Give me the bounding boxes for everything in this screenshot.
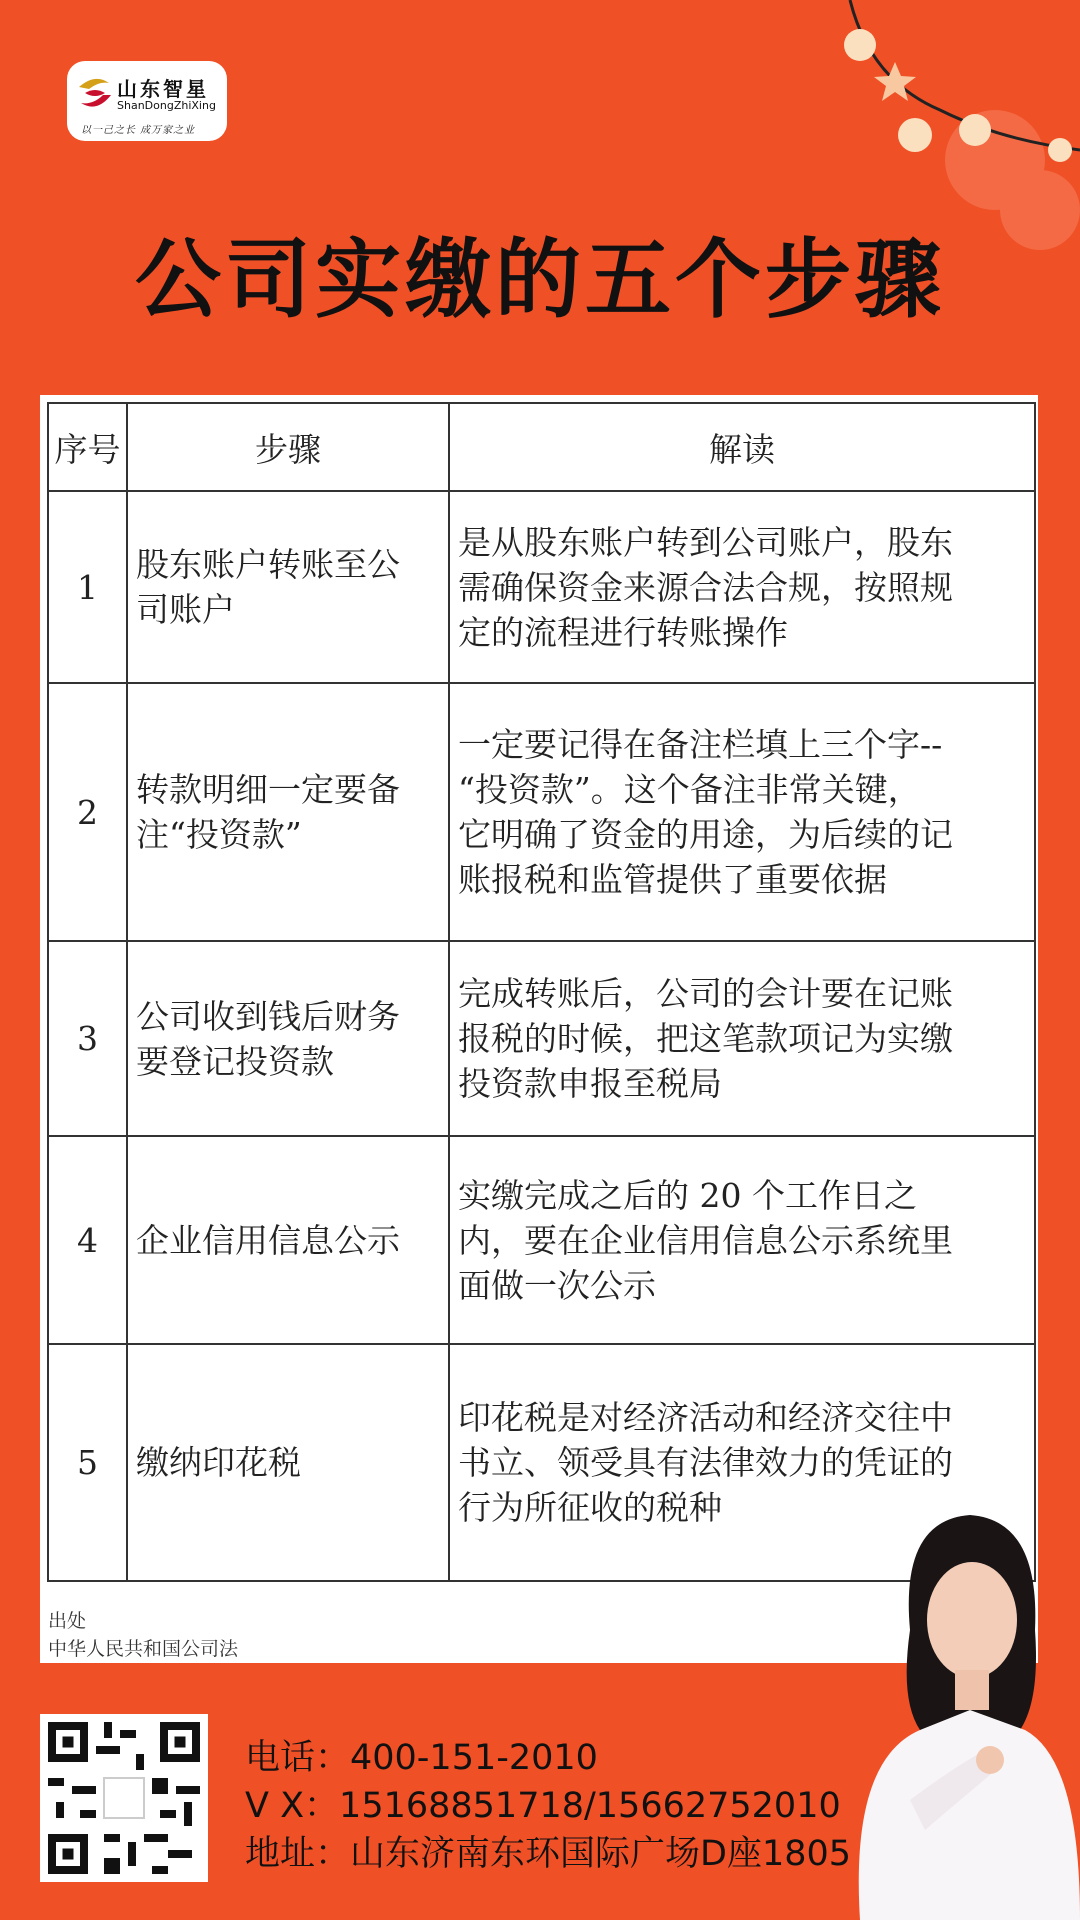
logo-text-cn: 山东智星 [117,77,209,101]
presenter-photo [850,1500,1080,1920]
steps-table [47,402,1036,1582]
desc-line: 书立、领受具有法律效力的凭证的 [458,1443,953,1482]
step-line: 公司收到钱后财务 [136,996,400,1036]
desc-line: 是从股东账户转到公司账户，股东 [458,522,953,562]
desc-line: 它明确了资金的用途，为后续的记 [458,815,953,854]
page-title: 公司实缴的五个步骤 [135,230,945,330]
desc-line: 投资款申报至税局 [458,1064,722,1103]
step-line: 股东账户转账至公 [136,545,400,584]
contact-address: 地址：山东济南东环国际广场D座1805 [245,1834,852,1874]
desc-line: 内，要在企业信用信息公示系统里 [458,1220,953,1260]
steps-panel [40,395,1038,1663]
desc-line: 报税的时候，把这笔款项记为实缴 [458,1019,953,1058]
row-number: 2 [48,683,127,941]
step-line: 缴纳印花税 [136,1443,301,1482]
row-step [127,941,449,1136]
table-row [48,491,1035,683]
desc-line: 完成转账后，公司的会计要在记账 [458,974,953,1013]
source-value: 中华人民共和国公司法 [48,1638,239,1660]
desc-line: 行为所征收的税种 [458,1488,722,1527]
table-header [48,403,1035,491]
row-explanation [449,491,1035,683]
row-step [127,491,449,683]
qr-code-icon[interactable] [40,1714,208,1882]
step-line: 要登记投资款 [136,1041,334,1081]
desc-line: 印花税是对经济活动和经济交往中 [458,1398,953,1437]
step-line: 司账户 [136,590,235,629]
source-note [48,1607,238,1663]
row-step [127,683,449,941]
source-label: 出处 [48,1610,87,1632]
contact-phone: 电话：400-151-2010 [245,1738,598,1778]
contact-vx: V X：15168851718/15662752010 [245,1786,841,1826]
logo-text-en: ShanDongZhiXing [117,99,216,112]
row-number: 3 [48,941,127,1136]
contact-info [245,1734,851,1878]
table-row [48,683,1035,941]
row-number: 4 [48,1136,127,1344]
table-row [48,941,1035,1136]
table-row [48,1136,1035,1344]
step-line: 企业信用信息公示 [136,1220,400,1260]
logo-mark-icon [75,73,115,113]
desc-line: “投资款”。这个备注非常关键， [458,770,921,809]
row-explanation [449,683,1035,941]
desc-line: 需确保资金来源合法合规，按照规 [458,567,953,607]
header-index: 序号 [48,403,127,491]
desc-line: 一定要记得在备注栏填上三个字-- [458,725,943,764]
brand-logo [67,61,227,141]
step-line: 转款明细一定要备 [136,770,400,809]
row-number: 5 [48,1344,127,1581]
desc-line: 面做一次公示 [458,1265,656,1305]
logo-slogan: 以一己之长 成万家之业 [81,125,196,136]
desc-line: 账报税和监管提供了重要依据 [458,860,887,899]
step-line: 注“投资款” [136,815,302,854]
desc-line: 实缴完成之后的 20 个工作日之 [458,1175,917,1215]
row-step [127,1344,449,1581]
header-explanation: 解读 [449,403,1035,491]
row-number: 1 [48,491,127,683]
header-step: 步骤 [127,403,449,491]
row-explanation [449,1136,1035,1344]
desc-line: 定的流程进行转账操作 [458,612,788,652]
row-explanation [449,941,1035,1136]
row-step [127,1136,449,1344]
